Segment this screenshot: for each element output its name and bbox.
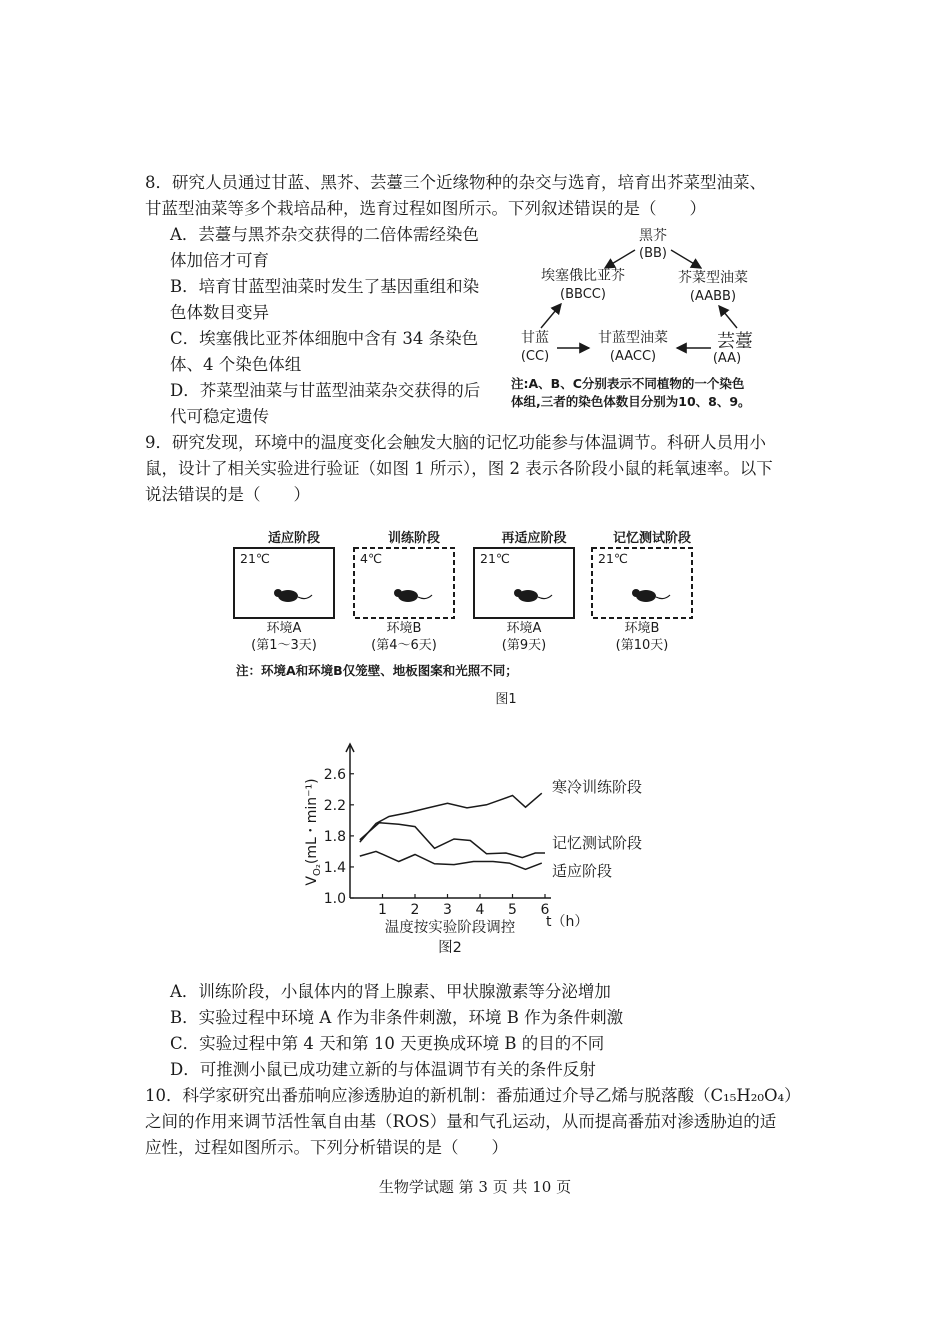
stage-environment: 环境B xyxy=(624,621,660,636)
series-label: 记忆测试阶段 xyxy=(552,834,643,852)
q8-option-c-line2: 体、4 个染色体组 xyxy=(170,355,302,374)
mouse-icon xyxy=(274,589,312,602)
q10-stem-line2: 之间的作用来调节活性氧自由基（ROS）量和气孔运动，从而提高番茄对渗透胁迫的适 xyxy=(145,1112,777,1131)
diagram-heijie: 黑芥 xyxy=(639,228,667,244)
q9-option-b: B．实验过程中环境 A 作为非条件刺激，环境 B 作为条件刺激 xyxy=(170,1008,624,1027)
q8-breeding-diagram xyxy=(505,222,805,417)
diagram-heijie-genome: (BB) xyxy=(639,246,667,261)
y-tick-label: 1.4 xyxy=(323,859,346,876)
q10-stem-line3: 应性，过程如图所示。下列分析错误的是（ ） xyxy=(145,1138,508,1157)
q9-stem-line1: 9．研究发现，环境中的温度变化会触发大脑的记忆功能参与体温调节。科研人员用小 xyxy=(145,433,766,452)
stage-title: 适应阶段 xyxy=(267,531,321,546)
q8-option-d-line2: 代可稳定遗传 xyxy=(170,407,269,426)
stage-environment: 环境A xyxy=(506,621,542,636)
series-line xyxy=(360,823,545,858)
q10-stem-line1: 10．科学家研究出番茄响应渗透胁迫的新机制：番茄通过介导乙烯与脱落酸（C₁₅H₂₀O₄） xyxy=(145,1086,801,1105)
y-tick-label: 2.2 xyxy=(323,797,346,814)
series-line xyxy=(360,793,542,842)
diagram-ganlan: 甘蓝 xyxy=(521,330,549,346)
q9-stem-line3: 说法错误的是（ ） xyxy=(145,485,310,504)
series-line xyxy=(360,851,542,869)
x-tick-label: 3 xyxy=(443,902,452,918)
stage-days: (第10天) xyxy=(615,638,669,653)
series-label: 寒冷训练阶段 xyxy=(552,778,643,796)
figure1-note: 注：环境A和环境B仅笼壁、地板图案和光照不同； xyxy=(236,663,518,678)
q9-option-c: C．实验过程中第 4 天和第 10 天更换成环境 B 的目的不同 xyxy=(170,1034,605,1053)
diagram-ganlan-genome: (CC) xyxy=(520,349,550,364)
diagram-note-line1: 注:A、B、C分别表示不同植物的一个染色 xyxy=(511,376,745,391)
series-label: 适应阶段 xyxy=(552,862,613,880)
x-tick-label: 6 xyxy=(540,902,550,918)
diagram-yuntai-genome: (AA) xyxy=(712,351,742,366)
x-tick-label: 1 xyxy=(378,902,387,918)
diagram-ganlanxing: 甘蓝型油菜 xyxy=(598,330,668,346)
stage-environment: 环境B xyxy=(386,621,422,636)
stage-temperature: 21℃ xyxy=(598,551,628,566)
stage-days: (第9天) xyxy=(501,638,547,653)
q8-option-d-line1: D．芥菜型油菜与甘蓝型油菜杂交获得的后 xyxy=(170,381,481,400)
y-tick-label: 1.8 xyxy=(323,828,346,845)
diagram-aisai-genome: (BBCC) xyxy=(560,287,606,302)
diagram-ganlanxing-genome: (AACC) xyxy=(609,349,657,364)
q9-figure2-chart xyxy=(290,740,670,960)
diagram-aisai: 埃塞俄比亚芥 xyxy=(541,268,625,284)
q9-option-a: A．训练阶段，小鼠体内的肾上腺素、甲状腺激素等分泌增加 xyxy=(170,982,611,1001)
q9-option-d: D．可推测小鼠已成功建立新的与体温调节有关的条件反射 xyxy=(170,1060,596,1079)
q8-stem-line2: 甘蓝型油菜等多个栽培品种，选育过程如图所示。下列叙述错误的是（ ） xyxy=(145,199,706,218)
q8-option-a-line2: 体加倍才可育 xyxy=(170,251,269,270)
stage-days: (第4～6天) xyxy=(371,638,437,653)
figure2-caption: 图2 xyxy=(438,940,462,956)
diagram-yuntai: 芸薹 xyxy=(717,331,753,352)
stage-title: 再适应阶段 xyxy=(501,531,567,546)
x-axis-label: t（h） xyxy=(546,914,589,930)
y-tick-label: 1.0 xyxy=(323,891,346,907)
stage-title: 记忆测试阶段 xyxy=(612,531,692,546)
figure1-caption: 图1 xyxy=(495,692,517,707)
q8-option-b-line1: B．培育甘蓝型油菜时发生了基因重组和染 xyxy=(170,277,480,296)
stage-title: 训练阶段 xyxy=(387,531,441,546)
q8-option-b-line2: 色体数目变异 xyxy=(170,303,269,322)
q8-option-c-line1: C．埃塞俄比亚芥体细胞中含有 34 条染色 xyxy=(170,329,479,348)
x-tick-label: 5 xyxy=(508,902,517,918)
stage-days: (第1～3天) xyxy=(251,638,317,653)
q9-figure1 xyxy=(228,524,728,709)
diagram-jiecai: 芥菜型油菜 xyxy=(678,270,748,286)
x-tick-label: 2 xyxy=(410,902,420,918)
stage-temperature: 21℃ xyxy=(480,551,510,566)
y-axis-label: $V_{O_2}(mL$・min⁻¹) xyxy=(304,778,323,886)
diagram-jiecai-genome: (AABB) xyxy=(689,289,737,304)
q8-stem-line1: 8．研究人员通过甘蓝、黑芥、芸薹三个近缘物种的杂交与选育，培育出芥菜型油菜、 xyxy=(145,173,766,192)
stage-environment: 环境A xyxy=(266,621,302,636)
diagram-note-line2: 体组,三者的染色体数目分别为10、8、9。 xyxy=(511,394,751,409)
stage-temperature: 21℃ xyxy=(240,551,270,566)
q8-option-a-line1: A．芸薹与黑芥杂交获得的二倍体需经染色 xyxy=(170,225,479,244)
mouse-icon xyxy=(632,589,670,602)
q9-stem-line2: 鼠，设计了相关实验进行验证（如图 1 所示），图 2 表示各阶段小鼠的耗氧速率。以下 xyxy=(145,459,773,478)
x-axis-caption: 温度按实验阶段调控 xyxy=(384,920,516,936)
y-tick-label: 2.6 xyxy=(323,766,346,783)
mouse-icon xyxy=(394,589,432,602)
stage-temperature: 4℃ xyxy=(360,551,382,566)
mouse-icon xyxy=(514,589,552,602)
page-footer: 生物学试题 第 3 页 共 10 页 xyxy=(378,1178,572,1196)
x-tick-label: 4 xyxy=(475,902,485,918)
